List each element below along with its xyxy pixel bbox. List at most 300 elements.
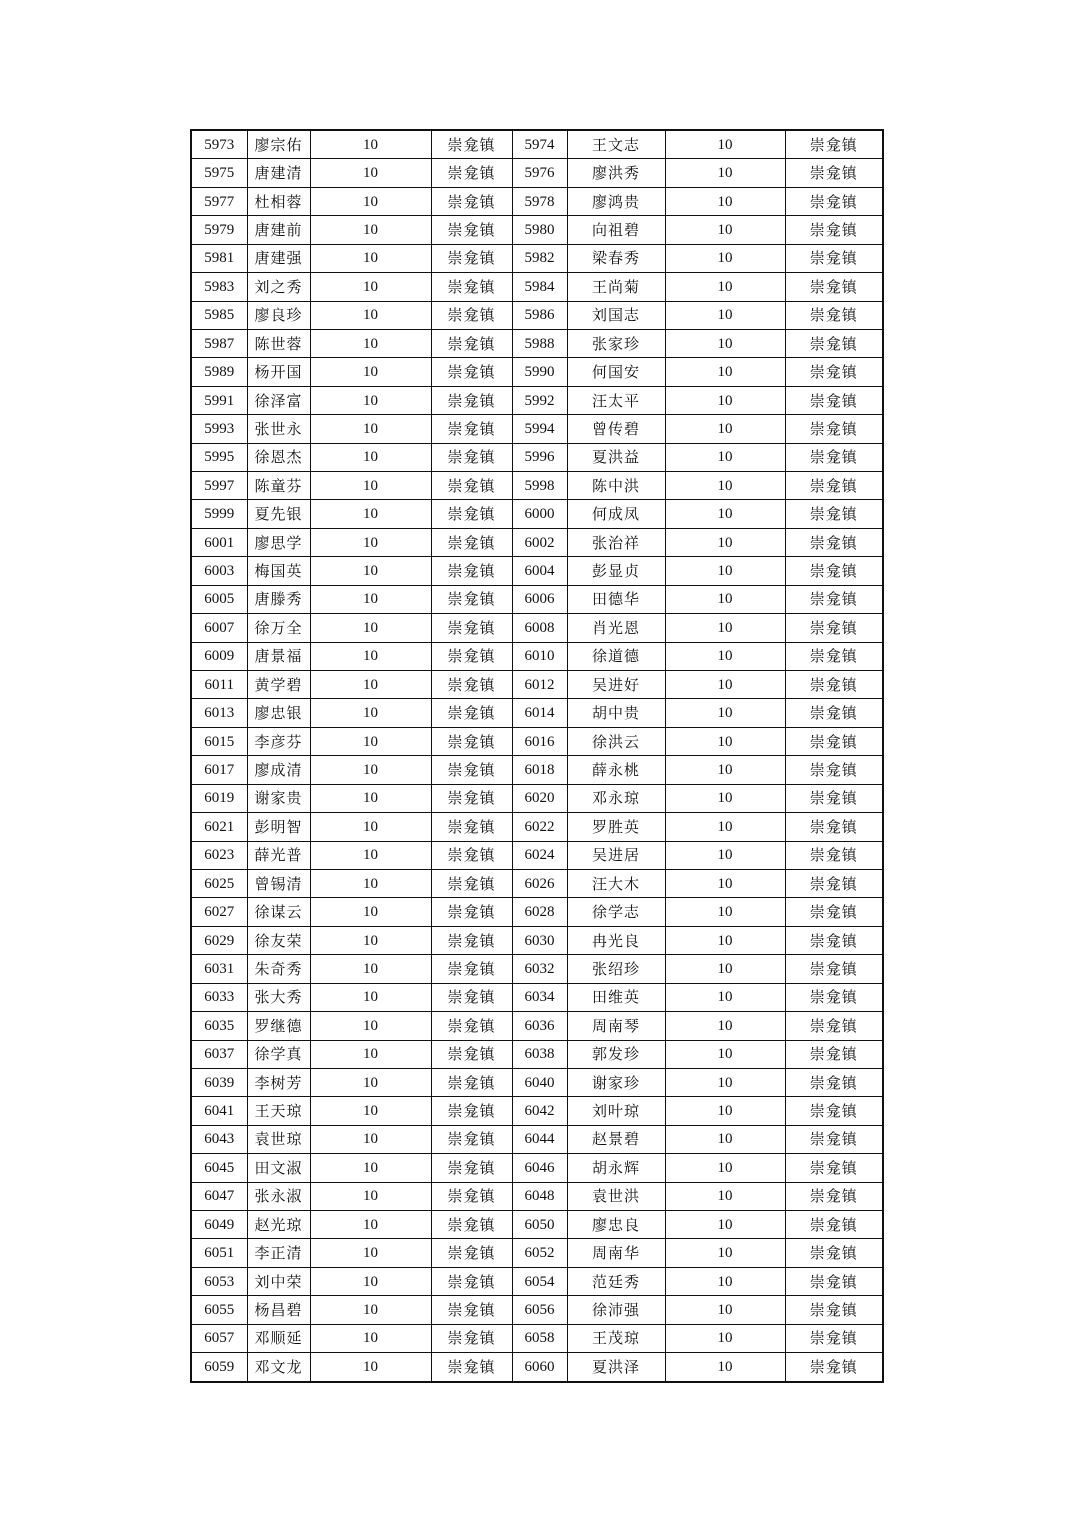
left-person-name-cell: 廖忠银	[247, 699, 310, 727]
left-record-id-cell: 6053	[191, 1267, 247, 1295]
right-record-id-cell: 6040	[512, 1068, 567, 1096]
left-town-name-cell: 崇龛镇	[431, 727, 512, 755]
left-amount-cell: 10	[310, 1267, 431, 1295]
left-person-name-cell: 夏先银	[247, 500, 310, 528]
left-person-name-cell: 邓文龙	[247, 1353, 310, 1382]
left-amount-cell: 10	[310, 642, 431, 670]
left-person-name-cell: 廖思学	[247, 528, 310, 556]
right-record-id-cell: 5976	[512, 159, 567, 187]
left-amount-cell: 10	[310, 187, 431, 215]
table-row	[191, 472, 883, 500]
right-town-name-cell: 崇龛镇	[785, 358, 883, 386]
left-person-name-cell: 徐泽富	[247, 386, 310, 414]
table-row	[191, 159, 883, 187]
table-row	[191, 841, 883, 869]
right-person-name-cell: 王文志	[567, 130, 665, 159]
right-town-name-cell: 崇龛镇	[785, 727, 883, 755]
left-person-name-cell: 唐滕秀	[247, 585, 310, 613]
right-town-name-cell: 崇龛镇	[785, 244, 883, 272]
left-person-name-cell: 刘之秀	[247, 273, 310, 301]
left-record-id-cell: 5999	[191, 500, 247, 528]
left-amount-cell: 10	[310, 1239, 431, 1267]
table-row	[191, 1324, 883, 1352]
left-person-name-cell: 薛光普	[247, 841, 310, 869]
right-person-name-cell: 廖忠良	[567, 1211, 665, 1239]
left-town-name-cell: 崇龛镇	[431, 671, 512, 699]
roster-table-body	[191, 130, 883, 1382]
right-town-name-cell: 崇龛镇	[785, 1182, 883, 1210]
table-row	[191, 1097, 883, 1125]
left-town-name-cell: 崇龛镇	[431, 926, 512, 954]
left-record-id-cell: 6017	[191, 756, 247, 784]
left-record-id-cell: 5973	[191, 130, 247, 159]
left-town-name-cell: 崇龛镇	[431, 1097, 512, 1125]
left-person-name-cell: 徐万全	[247, 614, 310, 642]
left-town-name-cell: 崇龛镇	[431, 1324, 512, 1352]
right-person-name-cell: 徐学志	[567, 898, 665, 926]
left-record-id-cell: 6049	[191, 1211, 247, 1239]
left-record-id-cell: 6003	[191, 557, 247, 585]
right-town-name-cell: 崇龛镇	[785, 1012, 883, 1040]
table-row	[191, 301, 883, 329]
left-person-name-cell: 李彦芬	[247, 727, 310, 755]
table-row	[191, 983, 883, 1011]
right-record-id-cell: 5978	[512, 187, 567, 215]
left-record-id-cell: 6005	[191, 585, 247, 613]
left-amount-cell: 10	[310, 671, 431, 699]
right-amount-cell: 10	[665, 898, 785, 926]
right-amount-cell: 10	[665, 1296, 785, 1324]
left-record-id-cell: 5975	[191, 159, 247, 187]
left-record-id-cell: 6031	[191, 955, 247, 983]
left-amount-cell: 10	[310, 1182, 431, 1210]
left-record-id-cell: 6007	[191, 614, 247, 642]
left-record-id-cell: 5987	[191, 329, 247, 357]
right-record-id-cell: 5984	[512, 273, 567, 301]
right-person-name-cell: 胡中贵	[567, 699, 665, 727]
left-person-name-cell: 梅国英	[247, 557, 310, 585]
table-row	[191, 614, 883, 642]
right-record-id-cell: 6012	[512, 671, 567, 699]
left-amount-cell: 10	[310, 727, 431, 755]
right-person-name-cell: 徐洪云	[567, 727, 665, 755]
right-amount-cell: 10	[665, 159, 785, 187]
right-amount-cell: 10	[665, 955, 785, 983]
right-town-name-cell: 崇龛镇	[785, 841, 883, 869]
left-person-name-cell: 廖良珍	[247, 301, 310, 329]
left-record-id-cell: 6013	[191, 699, 247, 727]
left-record-id-cell: 6027	[191, 898, 247, 926]
left-person-name-cell: 徐谋云	[247, 898, 310, 926]
left-town-name-cell: 崇龛镇	[431, 1040, 512, 1068]
right-record-id-cell: 6060	[512, 1353, 567, 1382]
right-person-name-cell: 曾传碧	[567, 415, 665, 443]
table-row	[191, 187, 883, 215]
right-amount-cell: 10	[665, 1097, 785, 1125]
left-town-name-cell: 崇龛镇	[431, 528, 512, 556]
right-person-name-cell: 何成凤	[567, 500, 665, 528]
left-record-id-cell: 5985	[191, 301, 247, 329]
right-amount-cell: 10	[665, 386, 785, 414]
right-town-name-cell: 崇龛镇	[785, 443, 883, 471]
left-amount-cell: 10	[310, 1040, 431, 1068]
table-row	[191, 699, 883, 727]
right-town-name-cell: 崇龛镇	[785, 386, 883, 414]
right-person-name-cell: 袁世洪	[567, 1182, 665, 1210]
left-amount-cell: 10	[310, 1012, 431, 1040]
right-record-id-cell: 5988	[512, 329, 567, 357]
left-record-id-cell: 5989	[191, 358, 247, 386]
right-person-name-cell: 刘叶琼	[567, 1097, 665, 1125]
right-amount-cell: 10	[665, 1324, 785, 1352]
right-amount-cell: 10	[665, 1182, 785, 1210]
table-row	[191, 671, 883, 699]
right-record-id-cell: 6034	[512, 983, 567, 1011]
right-record-id-cell: 5980	[512, 216, 567, 244]
right-record-id-cell: 6042	[512, 1097, 567, 1125]
right-person-name-cell: 徐道德	[567, 642, 665, 670]
right-record-id-cell: 5982	[512, 244, 567, 272]
left-town-name-cell: 崇龛镇	[431, 216, 512, 244]
left-town-name-cell: 崇龛镇	[431, 869, 512, 897]
right-person-name-cell: 范廷秀	[567, 1267, 665, 1295]
left-record-id-cell: 6033	[191, 983, 247, 1011]
right-amount-cell: 10	[665, 642, 785, 670]
left-person-name-cell: 徐恩杰	[247, 443, 310, 471]
left-amount-cell: 10	[310, 557, 431, 585]
table-row	[191, 1012, 883, 1040]
left-amount-cell: 10	[310, 1097, 431, 1125]
left-person-name-cell: 徐学真	[247, 1040, 310, 1068]
left-record-id-cell: 6029	[191, 926, 247, 954]
right-person-name-cell: 王尚菊	[567, 273, 665, 301]
table-row	[191, 216, 883, 244]
right-town-name-cell: 崇龛镇	[785, 528, 883, 556]
right-person-name-cell: 邓永琼	[567, 784, 665, 812]
right-record-id-cell: 6000	[512, 500, 567, 528]
right-town-name-cell: 崇龛镇	[785, 813, 883, 841]
left-town-name-cell: 崇龛镇	[431, 557, 512, 585]
left-amount-cell: 10	[310, 1211, 431, 1239]
right-town-name-cell: 崇龛镇	[785, 329, 883, 357]
left-person-name-cell: 杨开国	[247, 358, 310, 386]
table-row	[191, 898, 883, 926]
left-town-name-cell: 崇龛镇	[431, 329, 512, 357]
right-town-name-cell: 崇龛镇	[785, 1324, 883, 1352]
left-person-name-cell: 王天琼	[247, 1097, 310, 1125]
right-record-id-cell: 6032	[512, 955, 567, 983]
right-town-name-cell: 崇龛镇	[785, 642, 883, 670]
table-row	[191, 528, 883, 556]
left-town-name-cell: 崇龛镇	[431, 898, 512, 926]
table-row	[191, 358, 883, 386]
left-amount-cell: 10	[310, 500, 431, 528]
right-town-name-cell: 崇龛镇	[785, 415, 883, 443]
right-town-name-cell: 崇龛镇	[785, 557, 883, 585]
left-town-name-cell: 崇龛镇	[431, 1296, 512, 1324]
left-town-name-cell: 崇龛镇	[431, 472, 512, 500]
right-amount-cell: 10	[665, 869, 785, 897]
table-row	[191, 500, 883, 528]
right-person-name-cell: 何国安	[567, 358, 665, 386]
right-town-name-cell: 崇龛镇	[785, 1154, 883, 1182]
left-record-id-cell: 5993	[191, 415, 247, 443]
table-row	[191, 329, 883, 357]
left-town-name-cell: 崇龛镇	[431, 244, 512, 272]
right-town-name-cell: 崇龛镇	[785, 756, 883, 784]
left-town-name-cell: 崇龛镇	[431, 386, 512, 414]
left-town-name-cell: 崇龛镇	[431, 813, 512, 841]
right-record-id-cell: 6036	[512, 1012, 567, 1040]
right-person-name-cell: 田维英	[567, 983, 665, 1011]
right-amount-cell: 10	[665, 699, 785, 727]
right-town-name-cell: 崇龛镇	[785, 898, 883, 926]
right-person-name-cell: 吴进居	[567, 841, 665, 869]
right-person-name-cell: 彭显贞	[567, 557, 665, 585]
right-record-id-cell: 5974	[512, 130, 567, 159]
right-record-id-cell: 6014	[512, 699, 567, 727]
right-person-name-cell: 徐沛强	[567, 1296, 665, 1324]
left-amount-cell: 10	[310, 784, 431, 812]
table-row	[191, 1239, 883, 1267]
right-town-name-cell: 崇龛镇	[785, 472, 883, 500]
left-town-name-cell: 崇龛镇	[431, 699, 512, 727]
left-amount-cell: 10	[310, 955, 431, 983]
right-town-name-cell: 崇龛镇	[785, 301, 883, 329]
right-record-id-cell: 6010	[512, 642, 567, 670]
left-amount-cell: 10	[310, 1154, 431, 1182]
table-row	[191, 1040, 883, 1068]
left-record-id-cell: 6015	[191, 727, 247, 755]
left-person-name-cell: 陈世蓉	[247, 329, 310, 357]
right-town-name-cell: 崇龛镇	[785, 699, 883, 727]
table-row	[191, 813, 883, 841]
left-town-name-cell: 崇龛镇	[431, 1125, 512, 1153]
right-person-name-cell: 胡永辉	[567, 1154, 665, 1182]
table-row	[191, 443, 883, 471]
left-person-name-cell: 张世永	[247, 415, 310, 443]
right-town-name-cell: 崇龛镇	[785, 955, 883, 983]
right-amount-cell: 10	[665, 329, 785, 357]
left-record-id-cell: 5979	[191, 216, 247, 244]
right-amount-cell: 10	[665, 1239, 785, 1267]
left-record-id-cell: 6011	[191, 671, 247, 699]
right-amount-cell: 10	[665, 727, 785, 755]
right-record-id-cell: 6058	[512, 1324, 567, 1352]
left-amount-cell: 10	[310, 386, 431, 414]
right-amount-cell: 10	[665, 1267, 785, 1295]
table-row	[191, 727, 883, 755]
right-amount-cell: 10	[665, 1125, 785, 1153]
right-town-name-cell: 崇龛镇	[785, 130, 883, 159]
left-amount-cell: 10	[310, 1068, 431, 1096]
left-town-name-cell: 崇龛镇	[431, 1012, 512, 1040]
right-record-id-cell: 5996	[512, 443, 567, 471]
right-town-name-cell: 崇龛镇	[785, 671, 883, 699]
left-person-name-cell: 徐友荣	[247, 926, 310, 954]
left-town-name-cell: 崇龛镇	[431, 273, 512, 301]
right-amount-cell: 10	[665, 415, 785, 443]
left-record-id-cell: 6039	[191, 1068, 247, 1096]
left-record-id-cell: 5997	[191, 472, 247, 500]
right-town-name-cell: 崇龛镇	[785, 869, 883, 897]
right-amount-cell: 10	[665, 443, 785, 471]
left-town-name-cell: 崇龛镇	[431, 443, 512, 471]
right-record-id-cell: 6046	[512, 1154, 567, 1182]
table-row	[191, 386, 883, 414]
right-record-id-cell: 6050	[512, 1211, 567, 1239]
right-person-name-cell: 郭发珍	[567, 1040, 665, 1068]
left-amount-cell: 10	[310, 614, 431, 642]
left-record-id-cell: 6023	[191, 841, 247, 869]
right-amount-cell: 10	[665, 130, 785, 159]
table-row	[191, 926, 883, 954]
right-record-id-cell: 6044	[512, 1125, 567, 1153]
left-amount-cell: 10	[310, 1324, 431, 1352]
right-amount-cell: 10	[665, 813, 785, 841]
left-record-id-cell: 5991	[191, 386, 247, 414]
left-record-id-cell: 6041	[191, 1097, 247, 1125]
left-town-name-cell: 崇龛镇	[431, 1211, 512, 1239]
right-person-name-cell: 梁春秀	[567, 244, 665, 272]
left-person-name-cell: 刘中荣	[247, 1267, 310, 1295]
left-record-id-cell: 5995	[191, 443, 247, 471]
left-town-name-cell: 崇龛镇	[431, 358, 512, 386]
right-town-name-cell: 崇龛镇	[785, 983, 883, 1011]
right-record-id-cell: 5994	[512, 415, 567, 443]
left-person-name-cell: 唐建强	[247, 244, 310, 272]
table-row	[191, 1125, 883, 1153]
right-person-name-cell: 王茂琼	[567, 1324, 665, 1352]
left-amount-cell: 10	[310, 1353, 431, 1382]
left-amount-cell: 10	[310, 528, 431, 556]
right-person-name-cell: 田德华	[567, 585, 665, 613]
right-record-id-cell: 5998	[512, 472, 567, 500]
left-amount-cell: 10	[310, 216, 431, 244]
left-town-name-cell: 崇龛镇	[431, 1353, 512, 1382]
left-town-name-cell: 崇龛镇	[431, 130, 512, 159]
left-town-name-cell: 崇龛镇	[431, 1239, 512, 1267]
right-amount-cell: 10	[665, 756, 785, 784]
left-town-name-cell: 崇龛镇	[431, 642, 512, 670]
left-record-id-cell: 6051	[191, 1239, 247, 1267]
left-town-name-cell: 崇龛镇	[431, 415, 512, 443]
left-record-id-cell: 5977	[191, 187, 247, 215]
right-record-id-cell: 6052	[512, 1239, 567, 1267]
left-record-id-cell: 6025	[191, 869, 247, 897]
right-town-name-cell: 崇龛镇	[785, 187, 883, 215]
table-row	[191, 642, 883, 670]
right-record-id-cell: 5986	[512, 301, 567, 329]
left-person-name-cell: 廖宗佑	[247, 130, 310, 159]
right-town-name-cell: 崇龛镇	[785, 926, 883, 954]
right-record-id-cell: 5990	[512, 358, 567, 386]
left-record-id-cell: 5983	[191, 273, 247, 301]
left-town-name-cell: 崇龛镇	[431, 983, 512, 1011]
right-amount-cell: 10	[665, 926, 785, 954]
left-town-name-cell: 崇龛镇	[431, 187, 512, 215]
left-amount-cell: 10	[310, 898, 431, 926]
left-amount-cell: 10	[310, 813, 431, 841]
left-person-name-cell: 李正清	[247, 1239, 310, 1267]
left-record-id-cell: 6043	[191, 1125, 247, 1153]
right-amount-cell: 10	[665, 358, 785, 386]
right-town-name-cell: 崇龛镇	[785, 216, 883, 244]
right-amount-cell: 10	[665, 528, 785, 556]
right-record-id-cell: 6054	[512, 1267, 567, 1295]
right-town-name-cell: 崇龛镇	[785, 1239, 883, 1267]
left-record-id-cell: 6021	[191, 813, 247, 841]
right-record-id-cell: 6024	[512, 841, 567, 869]
right-amount-cell: 10	[665, 244, 785, 272]
right-person-name-cell: 薛永桃	[567, 756, 665, 784]
right-record-id-cell: 6026	[512, 869, 567, 897]
right-town-name-cell: 崇龛镇	[785, 273, 883, 301]
right-person-name-cell: 陈中洪	[567, 472, 665, 500]
left-amount-cell: 10	[310, 841, 431, 869]
right-town-name-cell: 崇龛镇	[785, 1097, 883, 1125]
right-amount-cell: 10	[665, 671, 785, 699]
right-record-id-cell: 6002	[512, 528, 567, 556]
right-amount-cell: 10	[665, 1012, 785, 1040]
right-person-name-cell: 周南琴	[567, 1012, 665, 1040]
left-record-id-cell: 6057	[191, 1324, 247, 1352]
right-record-id-cell: 5992	[512, 386, 567, 414]
left-amount-cell: 10	[310, 443, 431, 471]
left-person-name-cell: 杜相蓉	[247, 187, 310, 215]
table-row	[191, 756, 883, 784]
right-town-name-cell: 崇龛镇	[785, 585, 883, 613]
right-person-name-cell: 张治祥	[567, 528, 665, 556]
right-amount-cell: 10	[665, 216, 785, 244]
left-person-name-cell: 袁世琼	[247, 1125, 310, 1153]
left-town-name-cell: 崇龛镇	[431, 1068, 512, 1096]
right-town-name-cell: 崇龛镇	[785, 500, 883, 528]
right-record-id-cell: 6030	[512, 926, 567, 954]
right-person-name-cell: 夏洪泽	[567, 1353, 665, 1382]
left-amount-cell: 10	[310, 1296, 431, 1324]
right-amount-cell: 10	[665, 585, 785, 613]
right-town-name-cell: 崇龛镇	[785, 784, 883, 812]
left-record-id-cell: 6009	[191, 642, 247, 670]
left-town-name-cell: 崇龛镇	[431, 1267, 512, 1295]
left-town-name-cell: 崇龛镇	[431, 301, 512, 329]
left-record-id-cell: 6047	[191, 1182, 247, 1210]
left-person-name-cell: 张永淑	[247, 1182, 310, 1210]
table-row	[191, 1296, 883, 1324]
left-town-name-cell: 崇龛镇	[431, 159, 512, 187]
table-row	[191, 244, 883, 272]
right-town-name-cell: 崇龛镇	[785, 1353, 883, 1382]
table-row	[191, 130, 883, 159]
right-town-name-cell: 崇龛镇	[785, 159, 883, 187]
right-record-id-cell: 6022	[512, 813, 567, 841]
left-amount-cell: 10	[310, 869, 431, 897]
left-amount-cell: 10	[310, 415, 431, 443]
right-record-id-cell: 6038	[512, 1040, 567, 1068]
left-record-id-cell: 6059	[191, 1353, 247, 1382]
right-person-name-cell: 夏洪益	[567, 443, 665, 471]
left-amount-cell: 10	[310, 244, 431, 272]
left-person-name-cell: 唐景福	[247, 642, 310, 670]
right-amount-cell: 10	[665, 1353, 785, 1382]
right-person-name-cell: 冉光良	[567, 926, 665, 954]
right-amount-cell: 10	[665, 273, 785, 301]
right-person-name-cell: 张家珍	[567, 329, 665, 357]
table-row	[191, 869, 883, 897]
right-record-id-cell: 6028	[512, 898, 567, 926]
table-row	[191, 784, 883, 812]
